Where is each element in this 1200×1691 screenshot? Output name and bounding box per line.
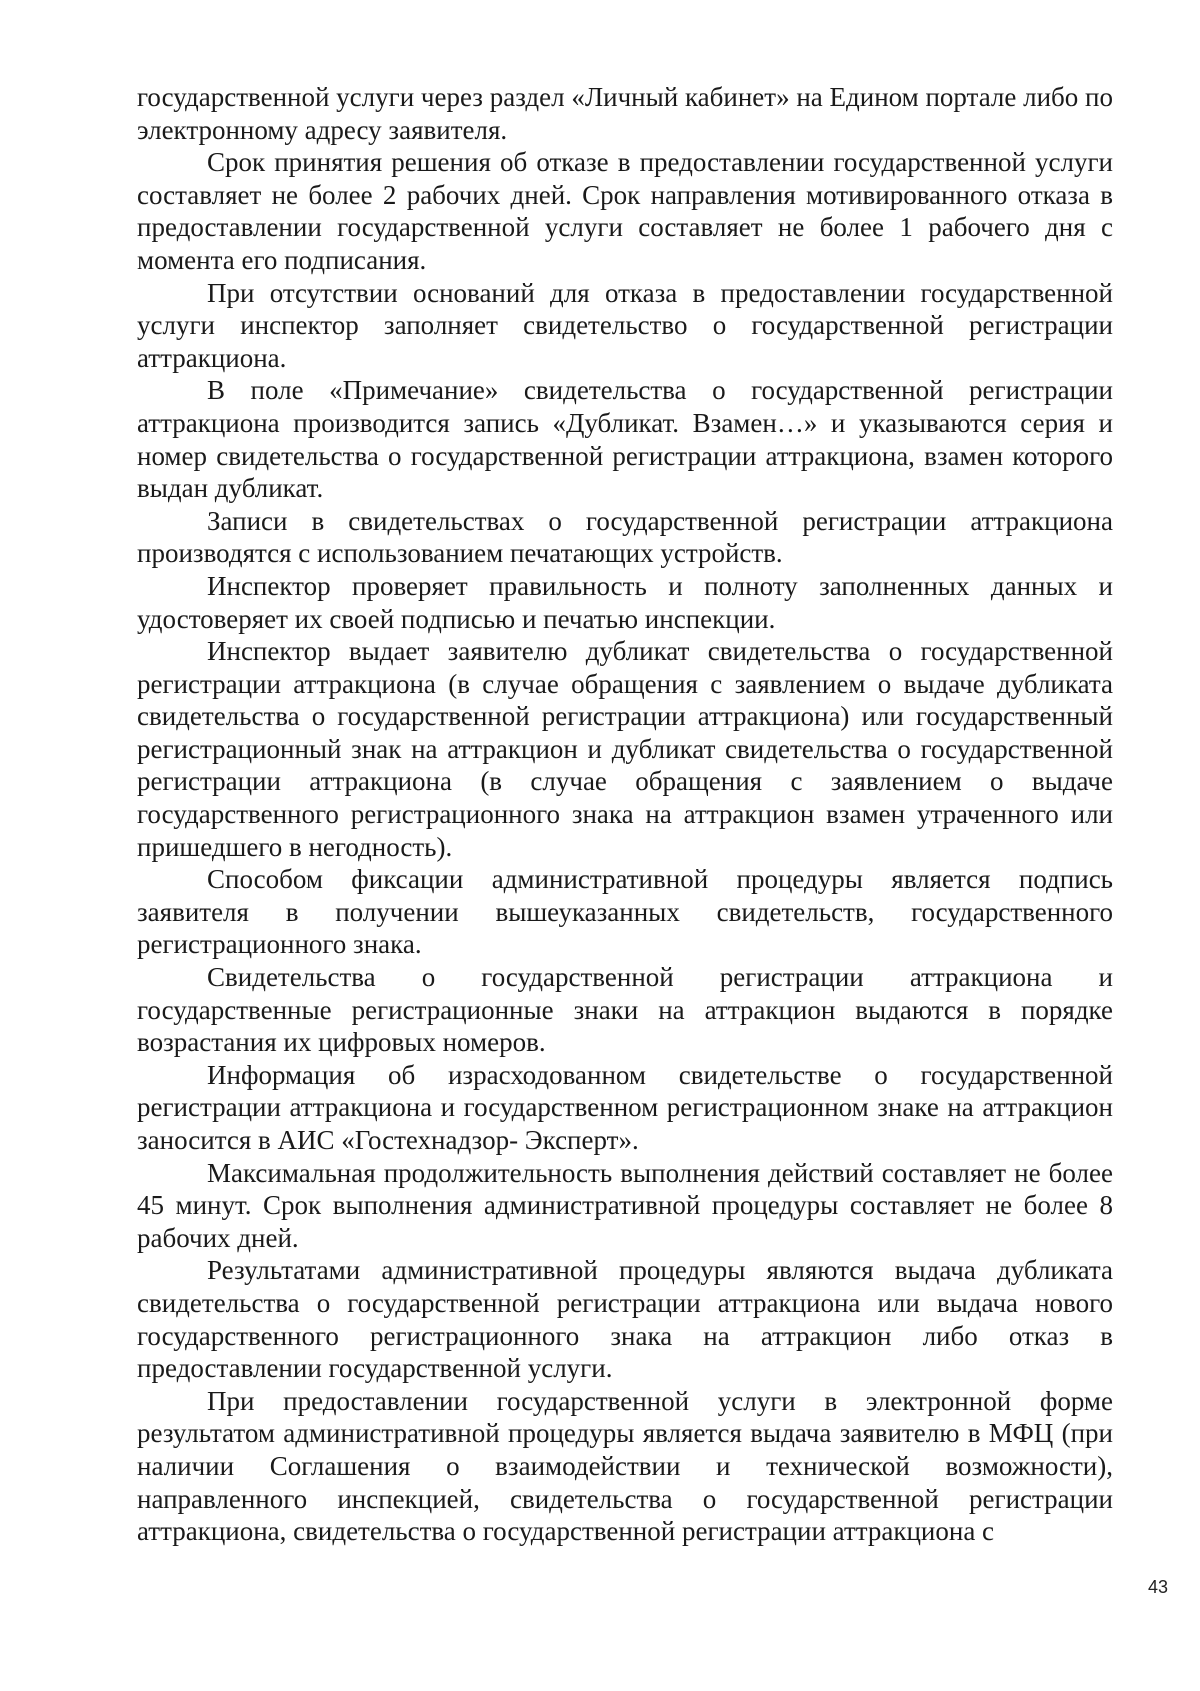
paragraph-inspector-verifies: Инспектор проверяет правильность и полноту заполненных данных и удостоверяет их своей подписью и печатью инспекции. — [137, 570, 1113, 634]
paragraph-ais-entry: Информация об израсходованном свидетельстве о государственной регистрации аттракциона и государственном регистрационном знаке на аттракцион заносится в АИС «Гостехнадзор- Эксперт». — [137, 1059, 1113, 1155]
paragraph-continued: государственной услуги через раздел «Личный кабинет» на Едином портале либо по электронному адресу заявителя. — [137, 82, 1113, 145]
paragraph-note-field: В поле «Примечание» свидетельства о государственной регистрации аттракциона производится запись «Дубликат. Взамен…» и указываются серия и номер свидетельства о государственной регистрации аттракциона, взамен которого выдан дубликат. — [137, 375, 1113, 504]
paragraph-printing-devices: Записи в свидетельствах о государственной регистрации аттракциона производятся с использованием печатающих устройств. — [137, 505, 1113, 569]
page-number: 43 — [1147, 1577, 1168, 1597]
paragraph-refusal-deadline: Срок принятия решения об отказе в предоставлении государственной услуги составляет не более 2 рабочих дней. Срок направления мотивированного отказа в предоставлении государственной услуги составляет не более 1 рабочего дня с момента его подписания. — [137, 147, 1113, 275]
paragraph-fixation-method: Способом фиксации административной процедуры является подпись заявителя в получении вышеуказанных свидетельств, государственного регистрационного знака. — [137, 864, 1113, 960]
paragraph-electronic-form: При предоставлении государственной услуги в электронной форме результатом административной процедуры является выдача заявителю в МФЦ (при наличии Соглашения о взаимодействии и технической возможности), направленного инспекцией, свидетельства о государственной регистрации аттракциона, свидетельства о государственной регистрации аттракциона с — [137, 1385, 1113, 1547]
paragraph-results: Результатами административной процедуры являются выдача дубликата свидетельства о государственной регистрации аттракциона или выдача нового государственного регистрационного знака на аттракцион либо отказ в предоставлении государственной услуги. — [137, 1255, 1113, 1384]
document-body — [137, 81, 1113, 1548]
paragraph-max-duration: Максимальная продолжительность выполнения действий составляет не более 45 минут. Срок выполнения административной процедуры составляет не более 8 рабочих дней. — [137, 1157, 1113, 1253]
paragraph-inspector-issues: Инспектор выдает заявителю дубликат свидетельства о государственной регистрации аттракциона (в случае обращения с заявлением о выдаче дубликата свидетельства о государственной регистрации аттракциона) или государственный регистрационный знак на аттракцион и дубликат свидетельства о государственной регистрации аттракциона (в случае обращения с заявлением о выдаче государственного регистрационного знака на аттракцион взамен утраченного или пришедшего в негодность). — [137, 636, 1113, 862]
paragraph-issue-order: Свидетельства о государственной регистрации аттракциона и государственные регистрационные знаки на аттракцион выдаются в порядке возрастания их цифровых номеров. — [137, 962, 1113, 1058]
paragraph-no-grounds: При отсутствии оснований для отказа в предоставлении государственной услуги инспектор заполняет свидетельство о государственной регистрации аттракциона. — [137, 277, 1113, 373]
